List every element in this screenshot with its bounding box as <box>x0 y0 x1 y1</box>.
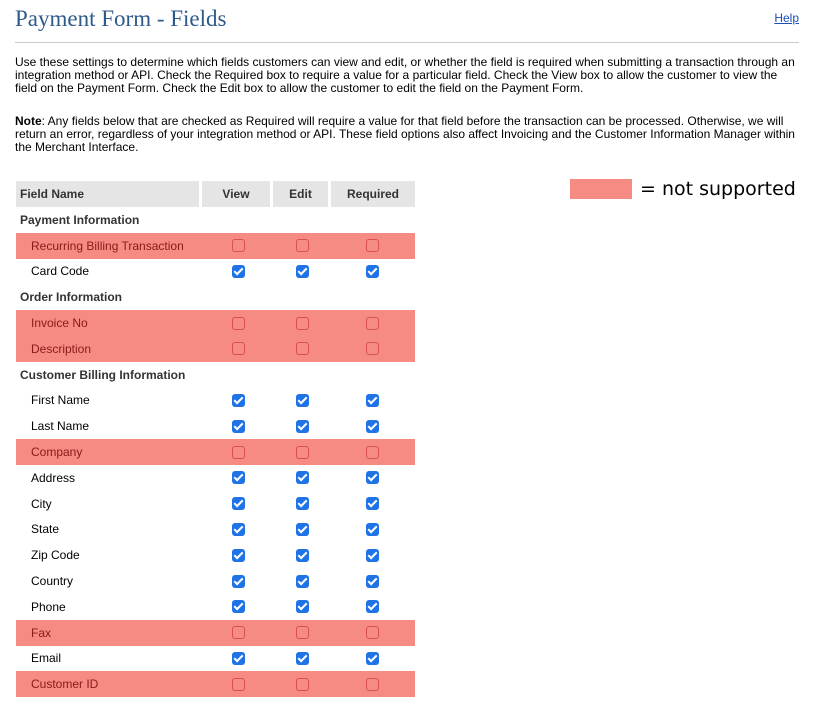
view-checkbox[interactable] <box>232 265 245 278</box>
view-checkbox[interactable] <box>232 678 245 691</box>
field-row <box>16 620 415 646</box>
edit-checkbox[interactable] <box>296 626 309 639</box>
edit-cell <box>274 394 330 407</box>
table-header <box>16 181 415 207</box>
required-checkbox[interactable] <box>366 626 379 639</box>
edit-cell <box>274 678 330 691</box>
field-label: Last Name <box>31 419 90 434</box>
header-view: View <box>202 181 270 207</box>
field-label: First Name <box>31 393 90 408</box>
view-checkbox[interactable] <box>232 420 245 433</box>
edit-checkbox[interactable] <box>296 420 309 433</box>
field-row <box>16 233 415 259</box>
section-label: Payment Information <box>20 212 140 227</box>
edit-checkbox[interactable] <box>296 575 309 588</box>
required-cell <box>330 549 415 562</box>
table-body <box>16 207 415 697</box>
view-checkbox[interactable] <box>232 652 245 665</box>
section-label: Order Information <box>20 290 123 305</box>
required-cell <box>330 239 415 252</box>
header-edit: Edit <box>273 181 328 207</box>
edit-cell <box>274 549 330 562</box>
edit-cell <box>274 471 330 484</box>
required-cell <box>330 497 415 510</box>
field-row <box>16 542 415 568</box>
view-checkbox[interactable] <box>232 446 245 459</box>
required-checkbox[interactable] <box>366 446 379 459</box>
field-row <box>16 646 415 672</box>
edit-cell <box>274 317 330 330</box>
required-cell <box>330 652 415 665</box>
required-checkbox[interactable] <box>366 317 379 330</box>
view-checkbox[interactable] <box>232 575 245 588</box>
view-cell <box>202 523 274 536</box>
view-cell <box>202 549 274 562</box>
required-checkbox[interactable] <box>366 497 379 510</box>
view-checkbox[interactable] <box>232 342 245 355</box>
edit-checkbox[interactable] <box>296 652 309 665</box>
field-label: State <box>31 522 60 537</box>
edit-cell <box>274 652 330 665</box>
field-row <box>16 310 415 336</box>
required-cell <box>330 420 415 433</box>
view-cell <box>202 600 274 613</box>
view-checkbox[interactable] <box>232 523 245 536</box>
field-row <box>16 259 415 285</box>
edit-cell <box>274 600 330 613</box>
view-cell <box>202 342 274 355</box>
field-label: Phone <box>31 599 66 614</box>
field-row <box>16 517 415 543</box>
required-cell <box>330 575 415 588</box>
field-label: Invoice No <box>31 316 88 331</box>
required-cell <box>330 523 415 536</box>
field-row <box>16 413 415 439</box>
page-title: Payment Form - Fields <box>15 6 227 31</box>
view-checkbox[interactable] <box>232 239 245 252</box>
view-cell <box>202 317 274 330</box>
field-row <box>16 491 415 517</box>
section-header <box>16 207 415 233</box>
field-row <box>16 388 415 414</box>
view-cell <box>202 497 274 510</box>
edit-checkbox[interactable] <box>296 239 309 252</box>
field-row <box>16 671 415 697</box>
section-label: Customer Billing Information <box>20 367 186 382</box>
field-label: Address <box>31 470 76 485</box>
fields-table <box>16 181 415 697</box>
section-header <box>16 362 415 388</box>
field-label: Recurring Billing Transaction <box>31 238 184 253</box>
header-required: Required <box>331 181 415 207</box>
edit-checkbox[interactable] <box>296 600 309 613</box>
field-label: Zip Code <box>31 548 80 563</box>
view-checkbox[interactable] <box>232 497 245 510</box>
view-cell <box>202 575 274 588</box>
required-checkbox[interactable] <box>366 239 379 252</box>
help-link[interactable]: Help <box>774 11 799 25</box>
required-cell <box>330 600 415 613</box>
edit-checkbox[interactable] <box>296 265 309 278</box>
field-label: Description <box>31 341 92 356</box>
field-label: Customer ID <box>31 677 99 692</box>
note-paragraph <box>15 115 799 154</box>
view-cell <box>202 420 274 433</box>
edit-cell <box>274 342 330 355</box>
edit-checkbox[interactable] <box>296 471 309 484</box>
view-checkbox[interactable] <box>232 549 245 562</box>
view-cell <box>202 678 274 691</box>
field-label: Fax <box>31 625 52 640</box>
field-row <box>16 568 415 594</box>
edit-cell <box>274 523 330 536</box>
field-label: Card Code <box>31 264 90 279</box>
legend-swatch <box>570 179 632 199</box>
required-cell <box>330 626 415 639</box>
view-checkbox[interactable] <box>232 600 245 613</box>
edit-checkbox[interactable] <box>296 549 309 562</box>
required-checkbox[interactable] <box>366 523 379 536</box>
view-cell <box>202 394 274 407</box>
edit-checkbox[interactable] <box>296 497 309 510</box>
view-cell <box>202 446 274 459</box>
edit-cell <box>274 446 330 459</box>
required-cell <box>330 317 415 330</box>
view-checkbox[interactable] <box>232 471 245 484</box>
section-header <box>16 284 415 310</box>
required-checkbox[interactable] <box>366 678 379 691</box>
view-cell <box>202 471 274 484</box>
field-row <box>16 336 415 362</box>
edit-checkbox[interactable] <box>296 394 309 407</box>
edit-checkbox[interactable] <box>296 342 309 355</box>
required-checkbox[interactable] <box>366 471 379 484</box>
edit-cell <box>274 239 330 252</box>
required-checkbox[interactable] <box>366 575 379 588</box>
edit-cell <box>274 265 330 278</box>
legend <box>570 178 796 200</box>
field-row <box>16 465 415 491</box>
view-cell <box>202 652 274 665</box>
field-label: Country <box>31 574 74 589</box>
required-cell <box>330 471 415 484</box>
required-checkbox[interactable] <box>366 549 379 562</box>
edit-cell <box>274 626 330 639</box>
required-checkbox[interactable] <box>366 394 379 407</box>
edit-checkbox[interactable] <box>296 678 309 691</box>
title-divider <box>15 42 799 43</box>
field-label: City <box>31 496 52 511</box>
field-label: Company <box>31 445 83 460</box>
view-checkbox[interactable] <box>232 317 245 330</box>
intro-paragraph: Use these settings to determine which fields customers can view and edit, or whether the field is required when submitting a transaction through an integration method or API. Check the Required box to require a value for a particular field. Check the View box to allow the customer to view the field on the Payment Form. Check the Edit box to allow the customer to edit the field on the Payment Form. <box>15 55 795 95</box>
edit-checkbox[interactable] <box>296 523 309 536</box>
required-checkbox[interactable] <box>366 600 379 613</box>
required-cell <box>330 265 415 278</box>
note-text: : Any fields below that are checked as Required will require a value for that field before the transaction can be processed. Otherwise, we will return an error, regardless of your integration method or API. These field options also affect Invoicing and the Customer Information Manager within the Merchant Interface. <box>15 114 795 154</box>
view-cell <box>202 239 274 252</box>
required-checkbox[interactable] <box>366 265 379 278</box>
required-cell <box>330 678 415 691</box>
required-cell <box>330 446 415 459</box>
view-checkbox[interactable] <box>232 394 245 407</box>
field-row <box>16 439 415 465</box>
legend-text: = not supported <box>640 178 796 200</box>
required-checkbox[interactable] <box>366 420 379 433</box>
view-checkbox[interactable] <box>232 626 245 639</box>
edit-cell <box>274 497 330 510</box>
edit-checkbox[interactable] <box>296 317 309 330</box>
field-label: Email <box>31 651 62 666</box>
note-label: Note <box>15 114 42 128</box>
edit-cell <box>274 420 330 433</box>
required-checkbox[interactable] <box>366 342 379 355</box>
view-cell <box>202 265 274 278</box>
required-checkbox[interactable] <box>366 652 379 665</box>
required-cell <box>330 342 415 355</box>
edit-checkbox[interactable] <box>296 446 309 459</box>
edit-cell <box>274 575 330 588</box>
view-cell <box>202 626 274 639</box>
required-cell <box>330 394 415 407</box>
header-field-name: Field Name <box>16 181 199 207</box>
field-row <box>16 594 415 620</box>
